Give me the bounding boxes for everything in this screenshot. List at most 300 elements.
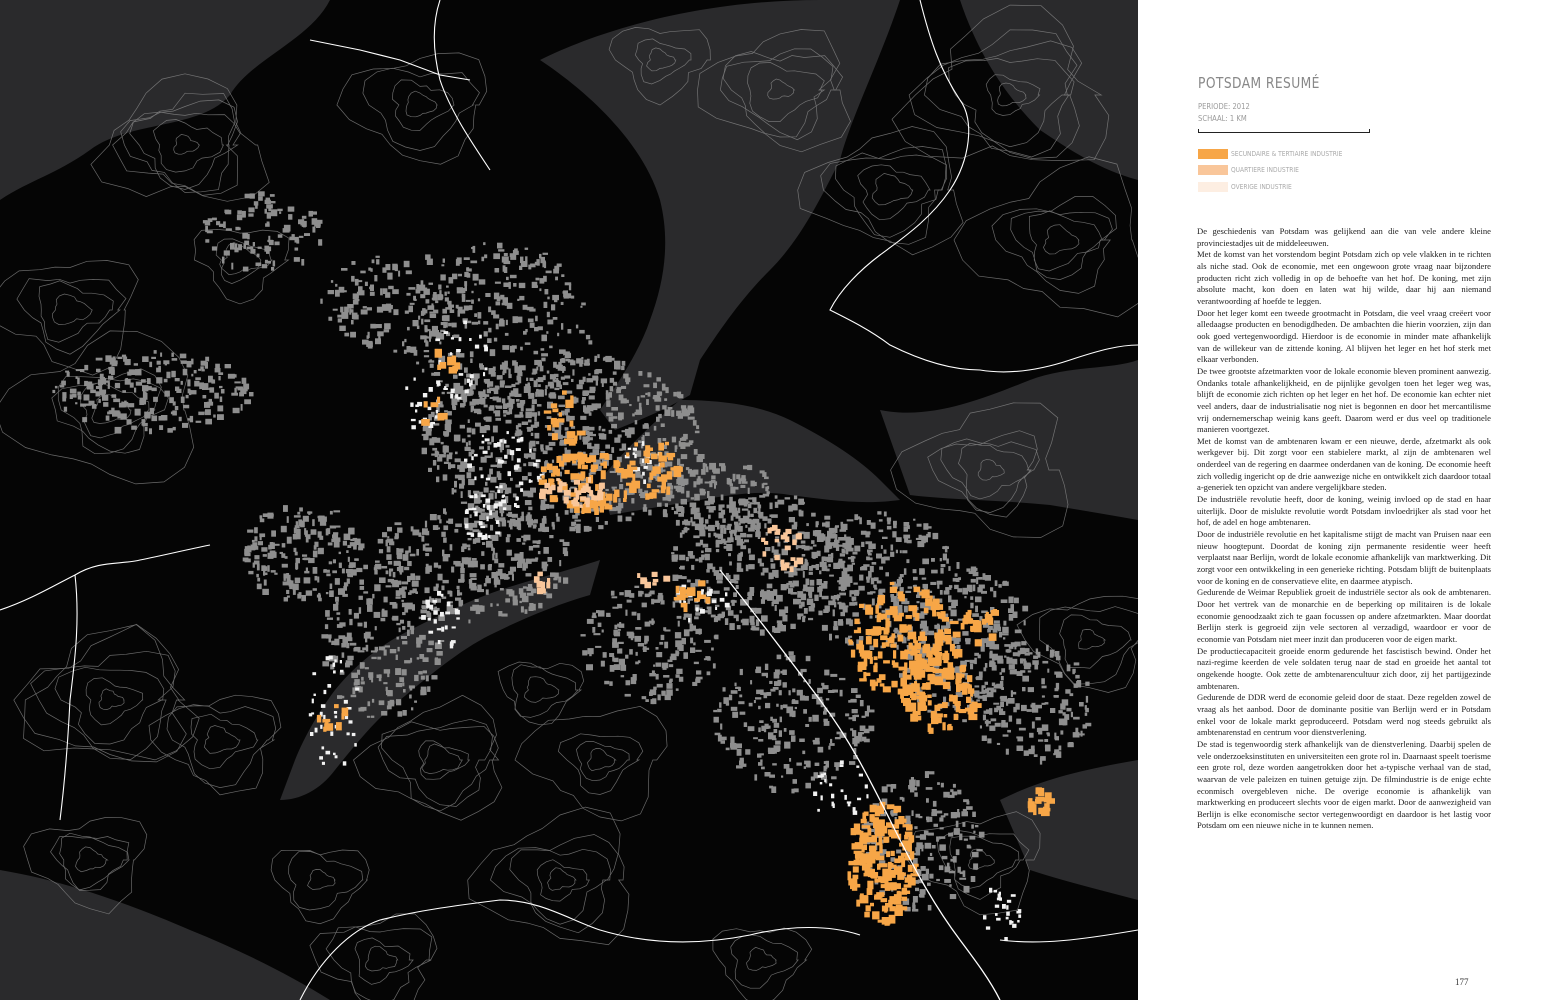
industry-building bbox=[706, 598, 710, 602]
building bbox=[375, 626, 377, 630]
building bbox=[225, 364, 231, 368]
industry-building bbox=[552, 433, 558, 440]
building bbox=[443, 580, 449, 583]
building bbox=[460, 461, 464, 467]
building bbox=[975, 694, 979, 698]
building bbox=[351, 695, 357, 698]
white-building bbox=[529, 479, 531, 483]
building bbox=[891, 786, 894, 792]
building bbox=[385, 645, 390, 647]
white-building bbox=[494, 443, 498, 448]
building bbox=[827, 531, 832, 537]
industry-building bbox=[1035, 797, 1044, 802]
industry-building bbox=[606, 494, 613, 501]
building bbox=[619, 659, 625, 665]
building bbox=[995, 580, 998, 586]
building bbox=[621, 675, 625, 677]
building bbox=[873, 585, 877, 588]
industry-building bbox=[1045, 792, 1052, 801]
building bbox=[502, 345, 509, 350]
building bbox=[767, 590, 771, 595]
industry-building bbox=[541, 475, 544, 479]
building bbox=[338, 588, 345, 595]
industry-building bbox=[890, 606, 898, 615]
white-building bbox=[494, 506, 498, 509]
building bbox=[828, 746, 830, 750]
building bbox=[761, 599, 765, 604]
building bbox=[396, 699, 401, 705]
building bbox=[528, 393, 534, 396]
industry-building bbox=[551, 403, 557, 408]
building bbox=[939, 817, 943, 821]
white-building bbox=[516, 496, 519, 500]
building bbox=[870, 591, 876, 593]
white-building bbox=[472, 508, 476, 510]
building bbox=[502, 371, 504, 375]
building bbox=[841, 524, 848, 530]
building bbox=[531, 433, 534, 436]
building bbox=[774, 681, 780, 686]
building bbox=[692, 682, 697, 686]
building bbox=[805, 559, 807, 563]
building bbox=[395, 668, 401, 675]
building bbox=[312, 218, 318, 225]
building bbox=[182, 423, 188, 428]
white-building bbox=[821, 774, 824, 778]
building bbox=[311, 529, 317, 535]
white-building bbox=[517, 439, 521, 443]
building bbox=[1024, 620, 1026, 625]
building bbox=[221, 389, 225, 394]
building bbox=[734, 615, 737, 619]
building bbox=[842, 549, 845, 553]
building bbox=[337, 617, 340, 620]
building bbox=[1022, 687, 1026, 691]
building bbox=[1002, 633, 1009, 635]
building bbox=[590, 389, 596, 393]
building bbox=[792, 505, 798, 511]
building bbox=[789, 730, 795, 735]
building bbox=[469, 305, 472, 308]
building bbox=[731, 690, 738, 694]
building bbox=[576, 524, 581, 530]
white-building bbox=[994, 890, 998, 893]
building bbox=[474, 283, 477, 285]
white-building bbox=[516, 448, 521, 451]
building bbox=[447, 301, 451, 305]
building bbox=[484, 254, 487, 258]
building bbox=[335, 284, 337, 287]
building bbox=[1001, 676, 1004, 680]
industry-building bbox=[954, 714, 959, 720]
white-building bbox=[465, 390, 469, 394]
building bbox=[952, 791, 957, 795]
building bbox=[781, 776, 783, 778]
building bbox=[502, 398, 505, 403]
building bbox=[242, 378, 247, 384]
building bbox=[489, 535, 495, 539]
building bbox=[516, 425, 519, 430]
industry-building bbox=[970, 709, 978, 712]
building bbox=[929, 817, 932, 822]
building bbox=[187, 379, 190, 386]
building bbox=[362, 647, 366, 650]
building bbox=[454, 387, 460, 391]
industry-building bbox=[924, 608, 929, 614]
building bbox=[262, 264, 267, 268]
building bbox=[376, 256, 380, 258]
building bbox=[840, 553, 845, 556]
white-building bbox=[415, 409, 417, 412]
industry-building bbox=[898, 635, 904, 642]
building bbox=[707, 563, 713, 569]
white-building bbox=[423, 393, 427, 397]
building bbox=[804, 546, 810, 551]
building bbox=[708, 525, 715, 531]
building bbox=[543, 450, 548, 454]
building bbox=[969, 836, 975, 840]
white-building bbox=[817, 809, 820, 812]
white-building bbox=[419, 420, 422, 424]
white-building bbox=[445, 611, 450, 614]
building bbox=[395, 522, 402, 525]
building bbox=[673, 601, 676, 607]
building bbox=[983, 715, 986, 721]
building bbox=[573, 522, 576, 525]
building bbox=[942, 856, 948, 859]
building bbox=[592, 627, 595, 633]
industry-building bbox=[544, 410, 552, 413]
building bbox=[453, 375, 458, 379]
building bbox=[672, 437, 676, 443]
building bbox=[907, 540, 912, 544]
building bbox=[970, 596, 973, 600]
building bbox=[810, 580, 815, 586]
building bbox=[920, 894, 925, 898]
building bbox=[538, 603, 542, 609]
building bbox=[434, 527, 440, 529]
industry-building bbox=[940, 611, 945, 619]
building bbox=[804, 766, 806, 769]
building bbox=[493, 411, 500, 414]
building bbox=[850, 728, 853, 730]
building bbox=[586, 335, 590, 339]
building bbox=[675, 575, 682, 579]
building bbox=[735, 508, 738, 513]
building bbox=[704, 658, 710, 660]
building bbox=[436, 477, 439, 483]
building bbox=[654, 426, 657, 431]
building bbox=[694, 662, 699, 664]
building bbox=[971, 568, 977, 571]
white-building bbox=[464, 459, 467, 462]
building bbox=[152, 388, 157, 392]
building bbox=[333, 559, 336, 563]
building bbox=[403, 689, 406, 693]
white-building bbox=[429, 605, 433, 610]
industry-building bbox=[970, 690, 973, 697]
building bbox=[791, 735, 796, 742]
building bbox=[784, 728, 787, 732]
building bbox=[522, 543, 525, 545]
building bbox=[752, 482, 757, 486]
white-building bbox=[323, 715, 325, 719]
building bbox=[468, 538, 472, 540]
white-building bbox=[514, 503, 517, 507]
building bbox=[566, 359, 571, 361]
building bbox=[828, 554, 832, 556]
building bbox=[513, 600, 518, 606]
building bbox=[357, 280, 362, 282]
building bbox=[707, 607, 712, 610]
building bbox=[987, 738, 991, 743]
building bbox=[684, 629, 690, 636]
building bbox=[476, 608, 481, 614]
building bbox=[491, 310, 496, 315]
building bbox=[425, 587, 430, 593]
building bbox=[553, 584, 557, 590]
building bbox=[1085, 682, 1089, 686]
building bbox=[670, 656, 677, 660]
building bbox=[874, 577, 879, 581]
building bbox=[1075, 675, 1079, 679]
building bbox=[745, 525, 747, 528]
building bbox=[734, 575, 737, 577]
industry-building bbox=[949, 695, 953, 699]
white-building bbox=[482, 435, 484, 437]
white-building bbox=[474, 476, 476, 480]
building bbox=[867, 520, 871, 525]
building bbox=[274, 573, 277, 575]
building bbox=[870, 615, 873, 618]
building bbox=[861, 542, 864, 547]
building bbox=[719, 702, 721, 708]
building bbox=[257, 564, 260, 571]
building bbox=[605, 356, 612, 362]
building bbox=[998, 584, 1001, 588]
building bbox=[274, 544, 280, 546]
building bbox=[1020, 658, 1023, 663]
building bbox=[877, 511, 881, 514]
building bbox=[244, 549, 249, 555]
building bbox=[930, 853, 932, 856]
building bbox=[499, 506, 502, 510]
industry-building bbox=[600, 504, 604, 512]
building bbox=[205, 357, 209, 362]
building bbox=[951, 610, 957, 617]
building bbox=[677, 616, 682, 619]
building bbox=[637, 613, 640, 620]
white-building bbox=[829, 783, 832, 786]
building bbox=[1086, 696, 1088, 703]
building bbox=[797, 613, 803, 616]
building bbox=[848, 557, 851, 559]
building bbox=[481, 457, 487, 463]
building bbox=[60, 385, 65, 387]
building bbox=[948, 595, 952, 602]
building bbox=[320, 522, 326, 526]
building bbox=[268, 236, 270, 243]
building bbox=[506, 589, 512, 594]
building bbox=[1028, 670, 1032, 672]
building bbox=[852, 730, 856, 736]
building bbox=[563, 577, 568, 583]
building bbox=[582, 397, 586, 401]
industry-building bbox=[570, 421, 574, 427]
building bbox=[247, 530, 253, 533]
building bbox=[976, 849, 982, 851]
building bbox=[417, 326, 420, 329]
building bbox=[803, 564, 808, 570]
building bbox=[941, 564, 946, 567]
building bbox=[387, 546, 391, 552]
building bbox=[319, 516, 325, 520]
building bbox=[845, 713, 849, 716]
building bbox=[678, 513, 684, 517]
building bbox=[747, 534, 753, 537]
building bbox=[936, 836, 939, 841]
building bbox=[472, 322, 478, 325]
building bbox=[741, 620, 744, 623]
building bbox=[1007, 730, 1011, 733]
building bbox=[992, 654, 998, 661]
building bbox=[921, 847, 923, 852]
building bbox=[402, 626, 405, 630]
building bbox=[398, 647, 400, 652]
building bbox=[233, 408, 240, 413]
building bbox=[441, 322, 446, 325]
building bbox=[900, 574, 904, 577]
building bbox=[688, 417, 695, 420]
industry-building bbox=[856, 900, 860, 907]
building bbox=[626, 517, 632, 522]
building bbox=[1042, 661, 1048, 664]
building bbox=[391, 580, 398, 584]
building bbox=[484, 583, 487, 586]
building bbox=[1000, 702, 1004, 707]
building bbox=[271, 570, 276, 573]
industry-building bbox=[849, 641, 853, 645]
industry-building bbox=[1041, 812, 1050, 816]
white-building bbox=[340, 670, 344, 673]
building bbox=[779, 690, 782, 695]
building bbox=[318, 598, 322, 602]
industry-building bbox=[908, 877, 916, 885]
building bbox=[705, 519, 709, 524]
white-building bbox=[347, 732, 350, 735]
building bbox=[802, 751, 805, 755]
industry-building bbox=[908, 625, 912, 631]
building bbox=[218, 372, 223, 375]
building bbox=[158, 366, 161, 370]
building bbox=[725, 618, 728, 625]
building bbox=[335, 526, 340, 528]
building bbox=[828, 544, 832, 546]
building bbox=[947, 863, 950, 869]
building bbox=[911, 777, 914, 783]
building bbox=[429, 283, 434, 285]
industry-building bbox=[336, 722, 342, 730]
building bbox=[550, 392, 556, 398]
white-building bbox=[333, 670, 336, 673]
building bbox=[703, 524, 707, 527]
white-building bbox=[330, 731, 333, 736]
building bbox=[498, 249, 504, 251]
building bbox=[928, 857, 934, 861]
building bbox=[732, 712, 738, 718]
building bbox=[729, 561, 732, 565]
building bbox=[247, 247, 254, 250]
building bbox=[797, 591, 803, 598]
building bbox=[529, 603, 533, 610]
building bbox=[756, 690, 761, 695]
building bbox=[693, 470, 698, 475]
building bbox=[871, 578, 874, 585]
building bbox=[688, 614, 692, 618]
building bbox=[1020, 670, 1025, 673]
industry-building bbox=[624, 490, 627, 499]
building bbox=[438, 565, 441, 568]
building bbox=[523, 586, 527, 588]
building bbox=[1062, 719, 1067, 725]
building bbox=[258, 196, 263, 200]
building bbox=[838, 561, 845, 563]
industry-building bbox=[435, 349, 442, 358]
white-building bbox=[494, 504, 499, 506]
building bbox=[536, 259, 539, 266]
building bbox=[447, 591, 451, 595]
building bbox=[55, 386, 58, 389]
building bbox=[688, 405, 694, 410]
building bbox=[384, 323, 391, 329]
industry-building bbox=[949, 668, 954, 673]
building bbox=[254, 536, 257, 541]
building bbox=[467, 435, 470, 438]
building bbox=[402, 641, 407, 645]
building bbox=[503, 283, 510, 288]
building bbox=[606, 400, 610, 407]
building bbox=[740, 545, 746, 549]
building bbox=[464, 367, 468, 372]
building bbox=[408, 287, 415, 290]
building bbox=[569, 284, 571, 290]
building bbox=[768, 750, 775, 754]
building bbox=[790, 583, 795, 588]
building bbox=[917, 601, 920, 603]
building bbox=[619, 395, 624, 401]
industry-building bbox=[903, 824, 910, 827]
building bbox=[729, 695, 732, 701]
building bbox=[1042, 686, 1047, 689]
building bbox=[551, 304, 555, 310]
building bbox=[154, 350, 157, 354]
white-building bbox=[487, 505, 490, 510]
building bbox=[1007, 649, 1010, 653]
building bbox=[256, 574, 259, 577]
building bbox=[675, 445, 677, 452]
building bbox=[792, 700, 799, 704]
building bbox=[517, 372, 522, 376]
building bbox=[525, 248, 529, 250]
building bbox=[709, 481, 712, 487]
building bbox=[205, 419, 212, 425]
white-building bbox=[459, 337, 462, 341]
building bbox=[759, 495, 765, 498]
building bbox=[142, 385, 148, 391]
building bbox=[471, 406, 473, 412]
industry-building bbox=[574, 436, 578, 441]
building bbox=[1054, 733, 1056, 740]
